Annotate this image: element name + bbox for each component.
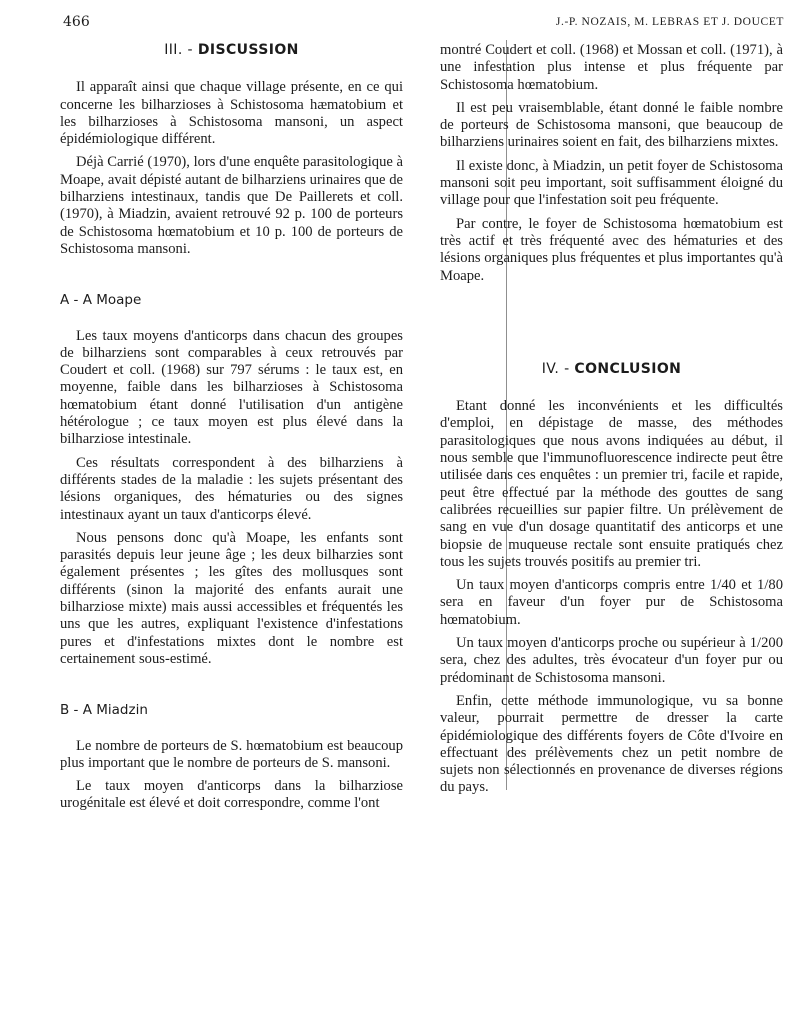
paragraph: Enfin, cette méthode immunologique, vu sa bonne valeur, pourrait permettre de dresser la carte épidémiologique des différents foyers de Côte d'Ivoire en effectuant des prélèvements chez un petit nombre de sujets non sélectionnés en provenance de diverses régions du pays.: [440, 692, 783, 796]
paragraph: Il est peu vraisemblable, étant donné le faible nombre de porteurs de Schistosoma mansoni, que beaucoup de bilharziens urinaires soient en fait, des bilharziens mixtes.: [440, 99, 783, 151]
right-column: [440, 42, 783, 803]
section-heading-moape: A - A Moape: [60, 292, 142, 309]
paragraph: Etant donné les inconvénients et les difficultés d'emploi, en dépistage de masse, des méthodes parasitologiques que nous avons indiquées au début, il nous semble que l'immunofluorescence indirecte peut être utilisée dans ces enquêtes : un premier tri, facile et rapide, peut être effectué par la méthode des gouttes de sang calibrées recueillies sur papier filtre. Un prélèvement de sang en vue d'un dosage quantitatif des anticorps et une biopsie de muqueuse rectale sont ensuite pratiqués chez tous les sujets trouvés positifs au premier tri.: [440, 398, 783, 570]
paragraph: Le taux moyen d'anticorps dans la bilharziose urogénitale est élevé et doit correspondre, comme l'ont: [60, 778, 403, 812]
paragraph: Par contre, le foyer de Schistosoma hœmatobium est très actif et très fréquenté avec des hématuries et des lésions organiques plus fréquentes et plus importantes qu'à Moape.: [440, 215, 783, 284]
paragraph: Les taux moyens d'anticorps dans chacun des groupes de bilharziens sont comparables à ceux retrouvés par Coudert et coll. (1968) sur 797 sérums : le taux est, en moyenne, faible dans les bilharzioses à Schistosoma hœmatobium étant donné l'utilisation d'un antigène hétérologue ; ce taux moyen est plus élevé dans la bilharziose intestinale.: [60, 327, 403, 448]
discussion-heading: [60, 42, 403, 59]
left-column: [60, 42, 403, 819]
paragraph: Le nombre de porteurs de S. hœmatobium est beaucoup plus important que le nombre de porteurs de S. mansoni.: [60, 737, 403, 771]
paragraph: Il apparaît ainsi que chaque village présente, en ce qui concerne les bilharzioses à Schistosoma hæmatobium et les bilharzioses à Schistosoma mansoni, un aspect épidémiologique différent.: [60, 79, 403, 148]
conclusion-heading-title: CONCLUSION: [574, 360, 682, 377]
paragraph: Ces résultats correspondent à des bilharziens à différents stades de la maladie : les sujets présentant des lésions organiques, des hématuries ou des signes intestinaux ayant un taux d'anticorps élevé.: [60, 454, 403, 523]
discussion-heading-title: DISCUSSION: [197, 42, 299, 58]
page-header: [0, 12, 800, 32]
paragraph: Nous pensons donc qu'à Moape, les enfants sont parasités depuis leur jeune âge ; les deux bilharzies sont également présentes ; les gîtes des mollusques sont différents (sinon la majorité des enfants aurait une bilharziose mixte) mais aussi accessibles et fréquentés les uns que les autres, expliquant l'existence d'infestations pures et d'infestations mixtes dont le nombre est certainement sous-estimé.: [60, 529, 403, 667]
discussion-heading-number: III. -: [164, 42, 193, 58]
paragraph: Un taux moyen d'anticorps compris entre 1/40 et 1/80 sera en faveur d'un foyer pur de Schistosoma hœmatobium.: [440, 577, 783, 628]
section-heading-miadzin: B - A Miadzin: [60, 702, 148, 719]
running-head: J.-P. NOZAIS, M. LEBRAS ET J. DOUCET: [555, 16, 784, 28]
paragraph: Il existe donc, à Miadzin, un petit foyer de Schistosoma mansoni soit peu important, soit suffisamment éloigné du village pour que l'infestation soit peu fréquente.: [440, 157, 783, 209]
conclusion-heading-number: IV. -: [541, 360, 570, 377]
conclusion-heading: [440, 361, 783, 378]
paragraph: montré Coudert et coll. (1968) et Mossan et coll. (1971), à une infestation plus intense et plus fréquente par Schistosoma hœmatobium.: [440, 42, 783, 93]
page-number: 466: [63, 14, 90, 30]
paragraph: Un taux moyen d'anticorps proche ou supérieur à 1/200 sera, chez des adultes, très évocateur d'un foyer pur ou prédominant de Schistosoma mansoni.: [440, 635, 783, 686]
paragraph: Déjà Carrié (1970), lors d'une enquête parasitologique à Moape, avait dépisté autant de bilharziens urinaires que de bilharziens intestinaux, tandis que De Paillerets et coll. (1970), à Miadzin, avaient retrouvé 92 p. 100 de porteurs de Schistosoma hœmatobium et 10 p. 100 de porteurs de Schistosoma mansoni.: [60, 154, 403, 257]
